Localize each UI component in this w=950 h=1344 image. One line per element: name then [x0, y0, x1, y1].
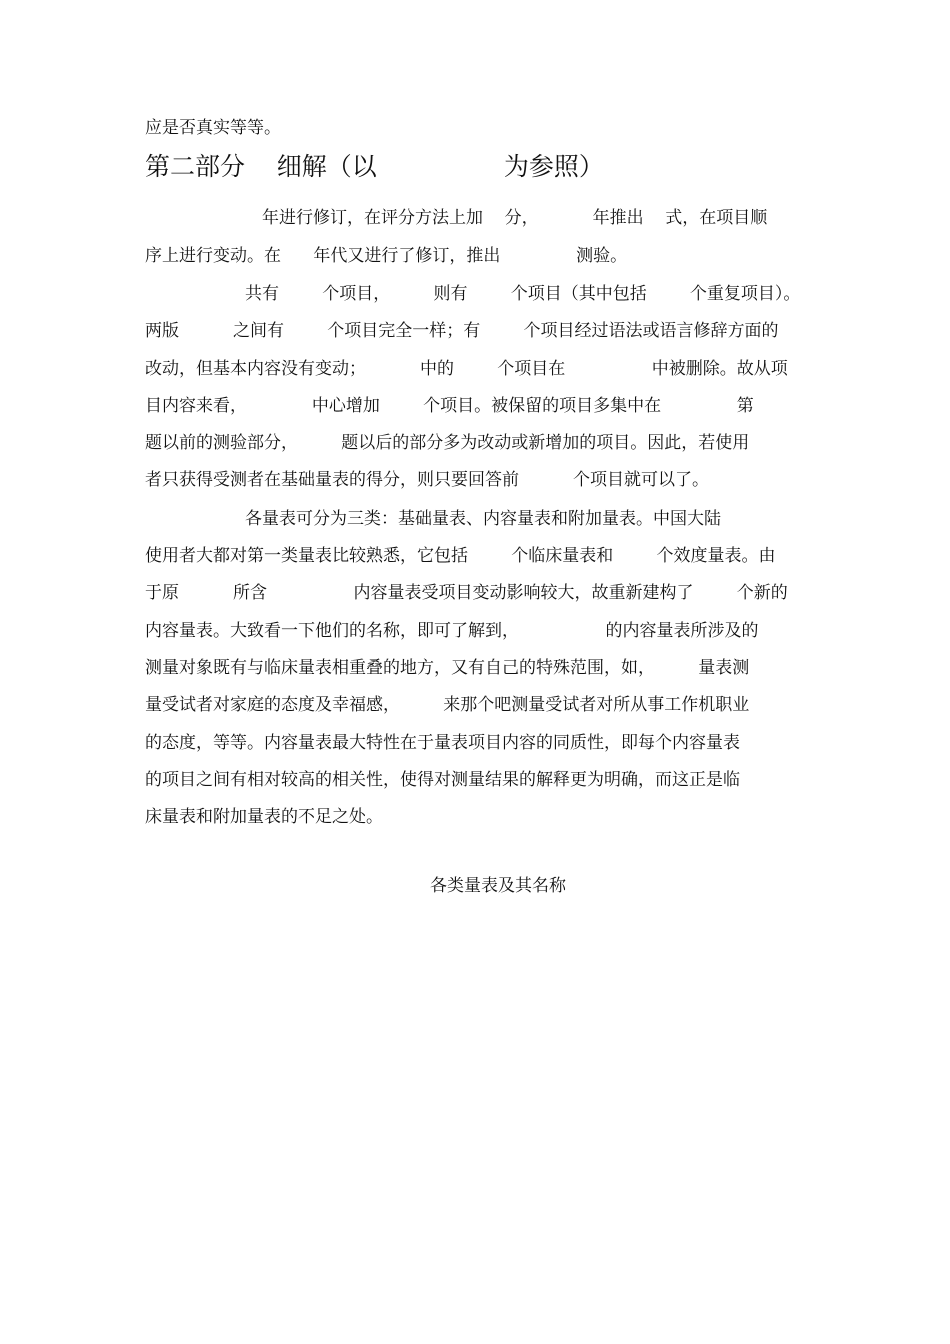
text-line-10: 各量表可分为三类：基础量表、内容量表和附加量表。中国大陆: [245, 509, 721, 529]
section-heading: 第二部分 细解（以 为参照）: [145, 152, 604, 181]
text-line-15: 量受试者对家庭的态度及幸福感， 来那个吧测量受试者对所从事工作机职业: [145, 695, 750, 715]
table-caption: 各类量表及其名称: [430, 876, 566, 896]
text-line-2: 年进行修订，在评分方法上加 分， 年推出 式，在项目顺: [262, 208, 768, 228]
text-line-13: 内容量表。大致看一下他们的名称，即可了解到， 的内容量表所涉及的: [145, 621, 759, 641]
text-line-9: 者只获得受测者在基础量表的得分，则只要回答前 个项目就可以了。: [145, 470, 710, 490]
text-line-3: 序上进行变动。在 年代又进行了修订，推出 测验。: [145, 246, 628, 266]
text-line-5: 两版 之间有 个项目完全一样；有 个项目经过语法或语言修辞方面的: [145, 321, 779, 341]
text-line-1: 应是否真实等等。: [145, 118, 281, 138]
text-line-8: 题以前的测验部分， 题以后的部分多为改动或新增加的项目。因此，若使用: [145, 433, 750, 453]
text-line-4: 共有 个项目， 则有 个项目（其中包括 个重复项目）。: [245, 284, 801, 304]
text-line-7: 目内容来看， 中心增加 个项目。被保留的项目多集中在 第: [145, 396, 754, 416]
text-line-18: 床量表和附加量表的不足之处。: [145, 807, 383, 827]
text-line-6: 改动，但基本内容没有变动； 中的 个项目在 中被删除。故从项: [145, 359, 788, 379]
text-line-16: 的态度，等等。内容量表最大特性在于量表项目内容的同质性，即每个内容量表: [145, 733, 740, 753]
text-line-11: 使用者大都对第一类量表比较熟悉，它包括 个临床量表和 个效度量表。由: [145, 546, 776, 566]
text-line-12: 于原 所含 内容量表受项目变动影响较大，故重新建构了 个新的: [145, 583, 788, 603]
text-line-14: 测量对象既有与临床量表相重叠的地方，又有自己的特殊范围，如， 量表测: [145, 658, 750, 678]
text-line-17: 的项目之间有相对较高的相关性，使得对测量结果的解释更为明确，而这正是临: [145, 770, 740, 790]
